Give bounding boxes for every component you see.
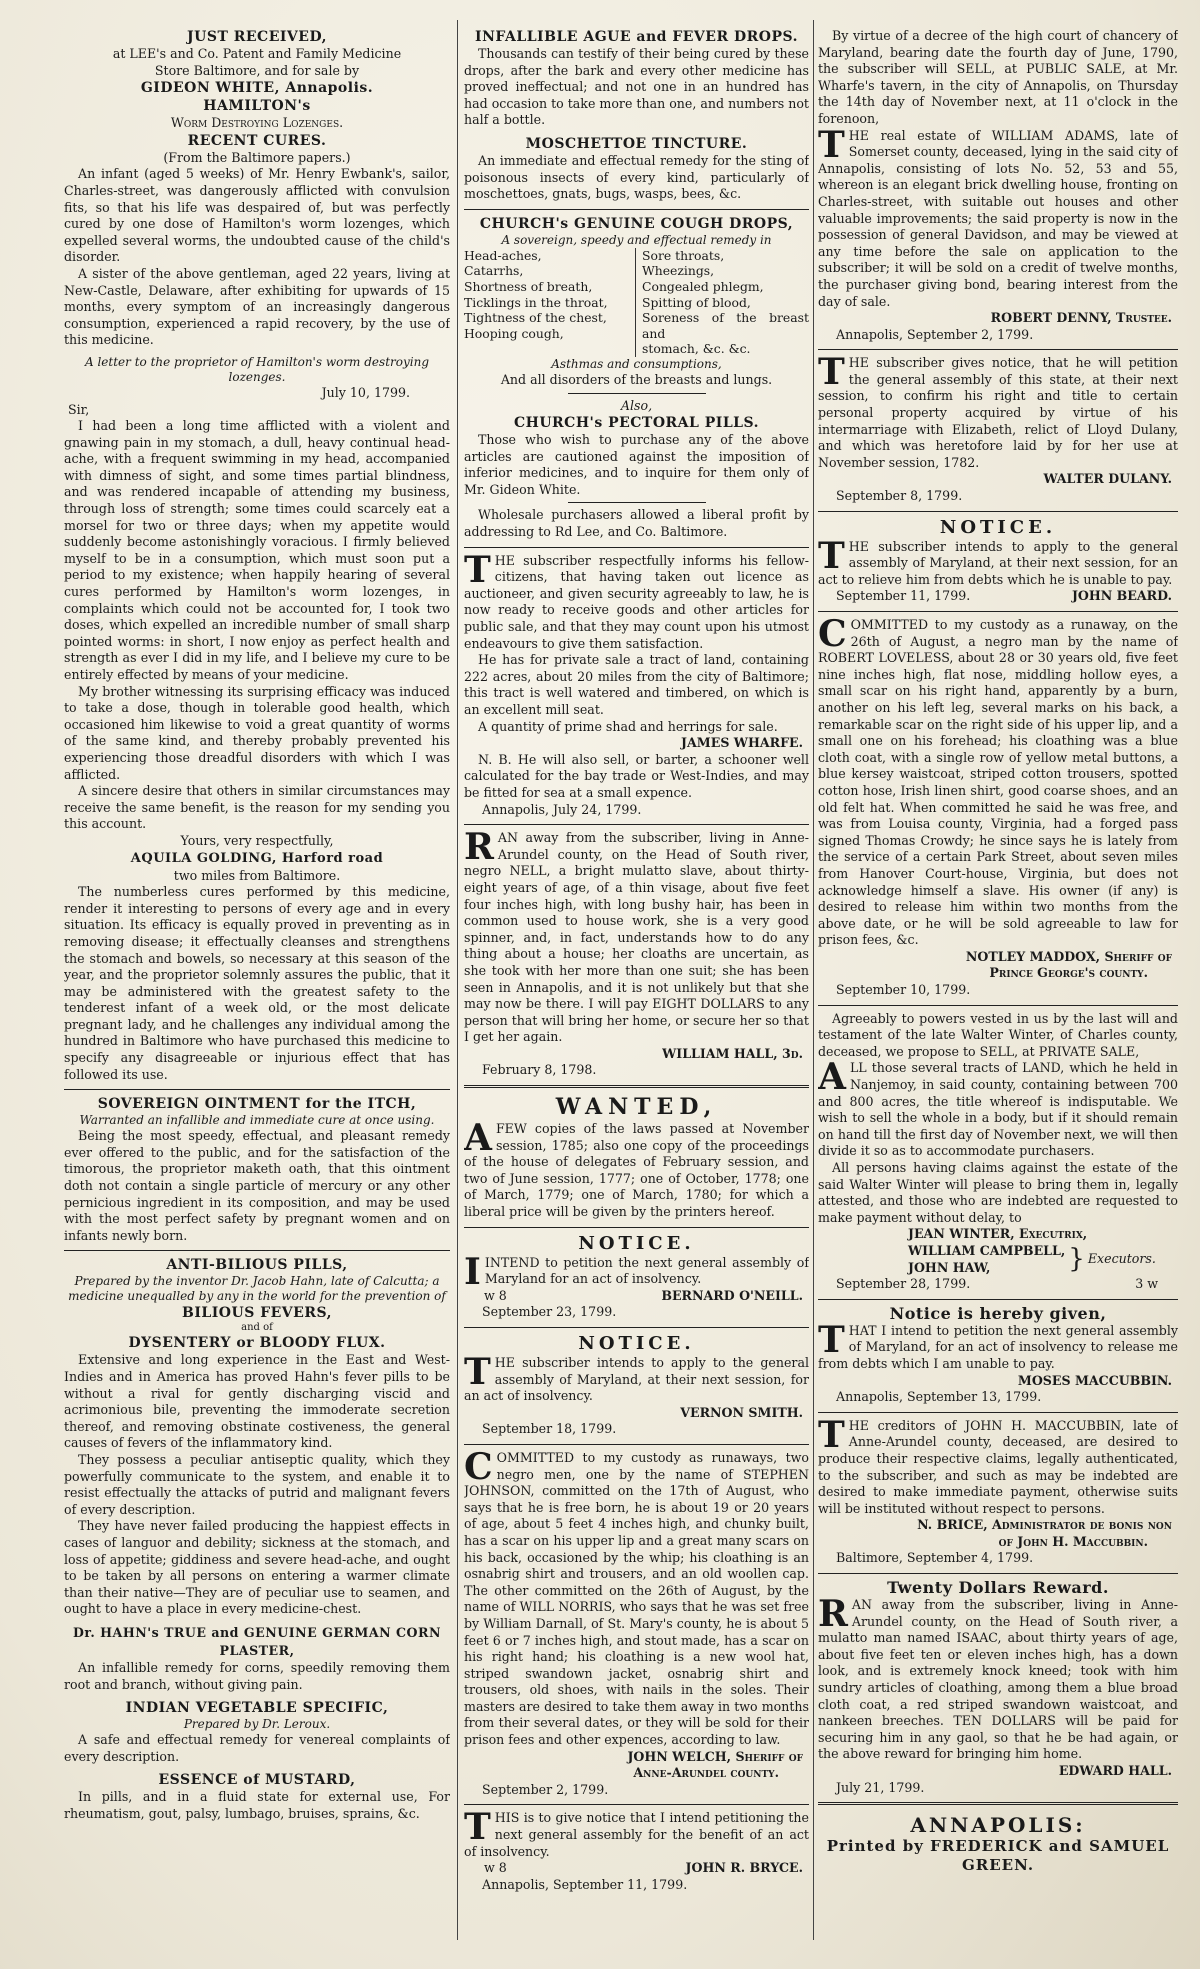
signer: AQUILA GOLDING, Harford road — [130, 850, 384, 866]
signature: Prince George's county. — [989, 965, 1148, 981]
advert-wanted — [464, 1093, 809, 1221]
list-item: Head-aches, — [464, 247, 542, 263]
signature: WALTER DULANY. — [1043, 471, 1172, 487]
advert-heading: BILIOUS FEVERS, — [182, 1305, 332, 1322]
advert-winter-estate — [818, 1011, 1178, 1293]
drop-cap: T — [818, 534, 845, 577]
column-left — [64, 28, 450, 1953]
signature: Anne-Arundel county. — [633, 1765, 779, 1781]
seller-name: GIDEON WHITE, Annapolis. — [140, 80, 374, 97]
divider — [818, 1299, 1178, 1300]
advert-heading: NOTICE. — [578, 1333, 695, 1354]
signature: JOHN BEARD. — [1071, 588, 1172, 604]
list-item: stomach, &c. &c. — [642, 341, 751, 357]
closing: Yours, very respectfully, — [180, 832, 334, 848]
paragraph: My brother witnessing its surprising efficacy was induced to take a dose, though in tolerable good health, which occasioned him likewise to void a great quantity of worms of the same kind, and thereby probably prevented his experiencing those dreadful disorders with which I was afflicted. — [64, 683, 450, 782]
advert-heading: CHURCH's PECTORAL PILLS. — [513, 415, 760, 432]
advert-moschettoe-tincture — [464, 135, 809, 203]
executor-role: Executors. — [1087, 1251, 1156, 1267]
paragraph: HE creditors of JOHN H. MACCUBBIN, late of Anne-Arundel county, deceased, are desired to produce their respective claims, legally authenticated, to the subscriber, and such as may be indebted are desired to make immediate payment, otherwise suits will be instituted without respect to persons. — [818, 1417, 1178, 1516]
advert-dulany — [818, 351, 1178, 504]
paragraph: Thousands can testify of their being cured by these drops, after the bark and every other medicine has proved ineffectual; and not one in an hundred has had occasion to take more than one, and numbers not half a bottle. — [464, 46, 809, 128]
paragraph: A sincere desire that others in similar circumstances may receive the same benefit, is the reason for my sending you this account. — [64, 783, 450, 832]
advert-heading: NOTICE. — [939, 516, 1057, 538]
salutation: Sir, — [68, 401, 90, 417]
column-middle — [464, 28, 809, 1953]
divider — [818, 1573, 1178, 1574]
advert-indian-specific — [64, 1699, 450, 1765]
list-item: Shortness of breath, — [464, 278, 593, 294]
column-rule — [457, 20, 458, 1940]
divider — [464, 1444, 809, 1445]
connector: and of — [241, 1322, 273, 1334]
advert-heading: ANTI-BILIOUS PILLS, — [166, 1257, 348, 1274]
divider — [464, 209, 809, 210]
paragraph: Those who wish to purchase any of the above articles are cautioned against the imposition of inferior medicines, and to inquire for them only of Mr. Gideon White. — [464, 432, 809, 497]
paragraph: An infant (aged 5 weeks) of Mr. Henry Ewbank's, sailor, Charles-street, was dangerously afflicted with convulsion fits, so that his life was despaired of, but was perfectly cured by one dose of Hamilton's worm lozenges, which expelled several worms, the undoubted cause of the child's disorder. — [64, 166, 450, 265]
drop-cap: R — [818, 1593, 848, 1636]
list-item: Ticklings in the throat, — [464, 294, 608, 310]
product-name: HAMILTON's — [203, 98, 311, 115]
paragraph: Agreeably to powers vested in us by the last will and testament of the late Walter Winter, of Charles county, deceased, we propose to SELL, at PRIVATE SALE, — [818, 1010, 1178, 1059]
ailments-list — [464, 248, 809, 357]
list-item: Sore throats, — [642, 247, 725, 263]
drop-cap: T — [464, 1351, 491, 1393]
column-right — [818, 28, 1178, 1953]
drop-cap: R — [464, 826, 494, 869]
paragraph: A safe and effectual remedy for venereal complaints of every description. — [64, 1732, 450, 1764]
signature: BERNARD O'NEILL. — [661, 1287, 803, 1303]
advert-notice-bryce — [464, 1806, 809, 1893]
insertion-mark: 3 w — [1135, 1276, 1158, 1292]
divider — [818, 1005, 1178, 1006]
signer-location: two miles from Baltimore. — [173, 867, 341, 883]
drop-cap: A — [818, 1056, 846, 1099]
advert-line: Store Baltimore, and for sale by — [154, 62, 360, 78]
date: September 28, 1799. — [836, 1276, 971, 1292]
advert-adams-estate — [818, 28, 1178, 343]
date: Annapolis, September 11, 1799. — [482, 1876, 688, 1892]
paragraph: Wholesale purchasers allowed a liberal profit by addressing to Rd Lee, and Co. Baltimore. — [464, 507, 809, 540]
advert-subtitle: A sovereign, speedy and effectual remedy in — [501, 232, 772, 247]
date: September 11, 1799. — [836, 588, 971, 604]
paragraph: Extensive and long experience in the East and West-Indies and in America has proved Hahn's fever pills to be without a rival for gently discharging viscid and acrimonious bile, preventing the immoderate secretion thereof, and removing obstinate costiveness, the general causes of fevers of the inflammatory kind. — [64, 1352, 450, 1451]
insertion-mark: w 8 — [484, 1287, 507, 1303]
divider — [464, 1327, 809, 1328]
paragraph: OMMITTED to my custody as runaways, two negro men, one by the name of STEPHEN JOHNSON, committed on the 17th of August, who says that he is free born, he is about 19 or 20 years of age, about 5 feet 4 inches high, and chunky built, has a scar on his upper lip and a great many scars on his back, occasioned by the whip; his cloathing is an osnabrig shirt and trousers, and an old woollen cap. The other committed on the 26th of August, by the name of WILL NORRIS, who says that he was set free by William Darnall, of St. Mary's county, he is about 5 feet 6 or 7 inches high, and stout made, has a scar on his right hand; his cloathing is a new wool hat, striped swandown jacket, osnabrig shirt and trousers, old shoes, with nails in the soles. Their masters are desired to take them away in two months from their several dates, or they will be sold for their prison fees and other expences, according to law. — [464, 1449, 809, 1748]
advert-anti-bilious-pills — [64, 1256, 450, 1618]
signature: ROBERT DENNY, Trustee. — [990, 310, 1172, 326]
advert-heading: CHURCH's GENUINE COUGH DROPS, — [479, 215, 794, 232]
divider — [568, 502, 706, 503]
divider — [818, 1412, 1178, 1413]
list-item: Spitting of blood, — [642, 294, 751, 310]
signature: EDWARD HALL. — [1058, 1763, 1172, 1778]
date: September 10, 1799. — [836, 982, 971, 998]
divider — [818, 349, 1178, 350]
drop-cap: I — [464, 1250, 481, 1293]
advert-committed-johnson — [464, 1445, 809, 1798]
list-item: Tightness of the chest, — [464, 310, 607, 326]
drop-cap: T — [818, 123, 845, 166]
divider — [464, 1227, 809, 1228]
signature: JOHN WELCH, Sheriff of — [627, 1748, 803, 1764]
ailments-left — [464, 248, 636, 357]
paragraph: AN away from the subscriber, living in Anne-Arundel county, on the Head of South river, a mulatto man named ISAAC, about thirty years of age, about five feet ten or eleven inches high, has a down look, and is extremely knock kneed; took with him sundry articles of cloathing, among them a blue broad cloth coat, a red striped swandown waistcoat, and nankeen breeches. TEN DOLLARS will be paid for securing him in any gaol, so that he be had again, or the above reward for bringing him home. — [818, 1597, 1178, 1762]
source-note: (From the Baltimore papers.) — [163, 149, 351, 165]
executor-name: WILLIAM CAMPBELL, — [908, 1242, 1066, 1258]
date: Annapolis, July 24, 1799. — [482, 801, 642, 817]
advert-heading: WANTED, — [555, 1094, 718, 1121]
divider — [464, 547, 809, 548]
list-item: Congealed phlegm, — [642, 278, 764, 294]
advert-line: And all disorders of the breasts and lungs. — [500, 371, 773, 387]
advert-subtitle: Warranted an infallible and immediate cure at once using. — [79, 1113, 435, 1128]
paragraph: They possess a peculiar antiseptic quality, which they powerfully communicate to the system, and enable it to resist effectually the attacks of putrid and malignant fevers of every description. — [64, 1451, 450, 1517]
date: Annapolis, September 13, 1799. — [836, 1389, 1042, 1405]
advert-notice-beard — [818, 517, 1178, 605]
paragraph: HE subscriber intends to apply to the general assembly of Maryland, at their next session, for an act of insolvency. — [464, 1355, 809, 1404]
advert-heading: MOSCHETTOE TINCTURE. — [525, 135, 748, 152]
section-heading: RECENT CURES. — [187, 132, 327, 149]
paragraph: They have never failed producing the happiest effects in cases of languor and debility; sickness at the stomach, and loss of appetite; giddiness and severe head-ache, and ought to be taken by all persons on entering a warmer climate than their native—They are of peculiar use to seamen, and ought to have a place in every medicine-chest. — [64, 1518, 450, 1617]
advert-heading: SOVEREIGN OINTMENT for the ITCH, — [97, 1096, 417, 1113]
advert-runaway-nell — [464, 826, 809, 1079]
paragraph: HE subscriber gives notice, that he will petition the general assembly of this state, at their next session, to confirm his right and title to certain personal property acquired by virtue of his intermarriage with Elizabeth, relict of Lloyd Dulany, and which was heretofore laid by for her use at November session, 1782. — [818, 355, 1178, 470]
paragraph: The numberless cures performed by this medicine, render it interesting to persons of every age and in every situation. Its efficacy is equally proved in preventing as in removing disease; it effectually cleanses and strengthens the stomach and bowels, so necessary at this season of the year, and the proprietor solemnly assures the public, that it may be administered with the greatest safety to the tenderest infant of a week old, or the most delicate pregnant lady, and he challenges any individual among the hundred in Baltimore who have purchased this medicine to specify any disagreeable or injurious effect that has followed its use. — [64, 884, 450, 1082]
signature: JOHN R. BRYCE. — [685, 1860, 803, 1876]
paragraph: By virtue of a decree of the high court of chancery of Maryland, bearing date the fourth day of June, 1790, the subscriber will SELL, at PUBLIC SALE, at Mr. Wharfe's tavern, in the city of Annapolis, on Thursday the 14th day of November next, at 11 o'clock in the forenoon, — [818, 28, 1178, 126]
advert-notice-smith — [464, 1333, 809, 1438]
executor-name: JEAN WINTER, Executrix, — [908, 1226, 1088, 1242]
letter-testimonial — [64, 355, 450, 1083]
paragraph: OMMITTED to my custody as a runaway, on the 26th of August, a negro man by the name of ROBERT LOVELESS, about 28 or 30 years old, five feet nine inches high, flat nose, middling hollow eyes, a small scar on his right hand, apparently by a burn, another on his left leg, several marks on his back, a remarkable scar on the right side of his upper lip, and a small one on his forehead; his cloathing was a blue cloth coat, with a single row of yellow metal buttons, a blue kersey waistcoat, striped cotton trousers, spotted cotton hose, Irish linen shirt, good coarse shoes, and an old felt hat. When committed he said he was free, and was from Louisa county, Virginia, had a forged pass signed Thomas Crowdy; he since says he is lately from the service of a certain Park Street, about seven miles from Hanover Court-house, Virginia, but does not acknowledge himself a slave. His owner (if any) is desired to release him within two months from the above date, or he will be sold agreeable to law for prison fees, &c. — [818, 617, 1178, 948]
paragraph: HE subscriber respectfully informs his fellow-citizens, that having taken out licence as auctioneer, and given security agreeably to law, he is now ready to receive goods and other articles for public sale, and that they may count upon his utmost endeavours to give them satisfaction. — [464, 552, 809, 651]
paragraph: N. B. He will also sell, or barter, a schooner well calculated for the bay trade or West-Indies, and may be fitted for sea at a small expence. — [464, 751, 809, 800]
drop-cap: T — [818, 1413, 845, 1456]
divider — [464, 1085, 809, 1088]
advert-heading: ESSENCE of MUSTARD, — [158, 1772, 356, 1789]
drop-cap: T — [464, 1806, 491, 1849]
insertion-mark: w 8 — [484, 1860, 507, 1876]
divider — [818, 1802, 1178, 1805]
paragraph: LL those several tracts of LAND, which he held in Nanjemoy, in said county, containing between 700 and 800 acres, the title whereof is indisputable. We wish to sell the whole in a body, but if it should remain on hand till the first day of November next, we will then divide it so as to accommodate purchasers. — [818, 1060, 1178, 1159]
advert-itch-ointment — [64, 1095, 450, 1244]
advert-line: at LEE's and Co. Patent and Family Medicine — [112, 46, 402, 61]
column-rule — [813, 20, 814, 1940]
divider — [464, 824, 809, 825]
advert-heading: DYSENTERY or BLOODY FLUX. — [128, 1335, 386, 1352]
date: September 8, 1799. — [836, 488, 963, 504]
list-item: Soreness of the breast and — [642, 310, 809, 341]
divider — [64, 1089, 450, 1090]
date: July 21, 1799. — [836, 1779, 925, 1795]
paragraph: An immediate and effectual remedy for the sting of poisonous insects of every kind, particularly of moschettoes, gnats, bugs, wasps, bees, &c. — [464, 152, 809, 202]
drop-cap: A — [464, 1117, 492, 1160]
advert-heading: Dr. HAHN's TRUE and GENUINE GERMAN CORN PLASTER, — [72, 1624, 442, 1658]
date: September 18, 1799. — [482, 1421, 617, 1437]
advert-essence-mustard — [64, 1771, 450, 1822]
paragraph: I had been a long time afflicted with a violent and gnawing pain in my stomach, a dull, heavy continual head-ache, with a frequent swimming in my head, accompanied with dimness of sight, and some times partial blindness, and was rendered incapable of attending my business, through loss of strength; some times could scarcely eat a morsel for two or three days; when my appetite would suddenly become astonishingly voracious. I firmly believed myself to be in a consumption, which must soon put a period to my existence; when happily hearing of several cures performed by Hamilton's worm lozenges, in complaints which could not be accounted for, I took two doses, which expelled an incredible number of small sharp pointed worms: in short, I now enjoy as perfect health and strength as ever I did in my life, and I believe my cure to be entirely effected by means of your medicine. — [64, 418, 450, 682]
divider — [64, 1250, 450, 1251]
divider — [568, 393, 706, 394]
signature: JAMES WHARFE. — [681, 735, 803, 751]
signature: WILLIAM HALL, 3d. — [662, 1045, 803, 1061]
date: September 23, 1799. — [482, 1304, 617, 1320]
advert-heading: INFALLIBLE AGUE and FEVER DROPS. — [475, 29, 798, 45]
drop-cap: C — [464, 1445, 493, 1488]
advert-heading: JUST RECEIVED, — [187, 29, 327, 45]
signature: VERNON SMITH. — [680, 1404, 803, 1420]
signature: MOSES MACCUBBIN. — [1017, 1372, 1172, 1388]
product-subtitle: Worm Destroying Lozenges. — [170, 115, 344, 131]
connector: Also, — [620, 397, 653, 413]
advert-ague-drops — [464, 28, 809, 129]
drop-cap: C — [818, 613, 847, 655]
drop-cap: T — [818, 351, 845, 394]
advert-maccubbin-notice — [818, 1305, 1178, 1406]
paragraph: In pills, and in a fluid state for external use, For rheumatism, gout, palsy, lumbago, bruises, sprains, &c. — [64, 1789, 450, 1821]
signature: NOTLEY MADDOX, Sheriff of — [965, 948, 1172, 964]
advert-auctioneer — [464, 548, 809, 819]
divider — [464, 1804, 809, 1805]
executor-name: JOHN HAW, — [908, 1259, 991, 1275]
paragraph: AN away from the subscriber, living in Anne-Arundel county, on the Head of South river, negro NELL, a bright mulatto slave, about thirty-eight years of age, of a thin visage, about five feet four inches high, with long bushy hair, has been in common used to house work, she is a very good spinner, and, in fact, understands how to do any thing about a house; her cloaths are uncertain, as she took with her more than one suit; she has been seen in Annapolis, and it is not unlikely but that she may now be there. I will pay EIGHT DOLLARS to any person that will bring her home, or secure her so that I get her again. — [464, 830, 809, 1045]
imprint — [818, 1813, 1178, 1875]
advert-subtitle: Prepared by the inventor Dr. Jacob Hahn, late of Calcutta; a medicine unequalled by any in the world for the prevention of — [68, 1274, 446, 1304]
letter-intro: A letter to the proprietor of Hamilton's worm destroying lozenges. — [84, 354, 430, 384]
date: September 2, 1799. — [482, 1781, 609, 1797]
advert-heading: Twenty Dollars Reward. — [887, 1578, 1109, 1598]
imprint-city: ANNAPOLIS: — [910, 1813, 1086, 1838]
advert-reward-isaac — [818, 1579, 1178, 1796]
paragraph: HAT I intend to petition the next general assembly of Maryland, for an act of insolvency to release me from debts which I am unable to pay. — [818, 1322, 1178, 1371]
advert-line: Asthmas and consumptions, — [551, 356, 722, 371]
divider — [818, 511, 1178, 512]
paragraph: FEW copies of the laws passed at November session, 1785; also one copy of the proceedings of the house of delegates of February session, and two of June session, 1777; one of October, 1778; one of March, 1779; one of March, 1780; for which a liberal price will be given by the printers hereof. — [464, 1121, 809, 1220]
advert-maccubbin-creditors — [818, 1413, 1178, 1567]
letter-date: July 10, 1799. — [321, 384, 410, 400]
signature: N. BRICE, Administrator de bonis non — [917, 1517, 1172, 1533]
drop-cap: T — [818, 1318, 845, 1361]
brace: } — [1068, 1244, 1085, 1275]
paragraph: A sister of the above gentleman, aged 22 years, living at New-Castle, Delaware, after exhibiting for upwards of 15 months, every symptom of an increasingly dangerous consumption, experienced a rapid recovery, by the use of this medicine. — [64, 265, 450, 348]
advert-hamilton-lozenges — [64, 28, 450, 349]
advert-cough-drops — [464, 215, 809, 541]
list-item: Hooping cough, — [464, 325, 564, 341]
divider — [818, 611, 1178, 612]
paragraph: A quantity of prime shad and herrings for sale. — [478, 718, 778, 734]
paragraph: An infallible remedy for corns, speedily removing them root and branch, without giving pain. — [64, 1659, 450, 1692]
drop-cap: T — [464, 548, 491, 591]
advert-notice-oneill — [464, 1233, 809, 1321]
paragraph: HE subscriber intends to apply to the general assembly of Maryland, at their next session, for an act to relieve him from debts which he is unable to pay. — [818, 538, 1178, 587]
paragraph: INTEND to petition the next general assembly of Maryland for an act of insolvency. — [484, 1254, 809, 1287]
list-item: Catarrhs, — [464, 263, 524, 279]
advert-heading: INDIAN VEGETABLE SPECIFIC, — [125, 1700, 389, 1717]
date: February 8, 1798. — [482, 1062, 597, 1078]
paragraph: HIS is to give notice that I intend petitioning the next general assembly for the benefit of an act of insolvency. — [464, 1810, 809, 1859]
date: Baltimore, September 4, 1799. — [836, 1550, 1034, 1566]
advert-heading: NOTICE. — [578, 1232, 695, 1254]
advert-subtitle: Prepared by Dr. Leroux. — [183, 1717, 331, 1732]
paragraph: HE real estate of WILLIAM ADAMS, late of Somerset county, deceased, lying in the said city of Annapolis, consisting of lots No. 52, 53 and 55, whereon is an elegant brick dwelling house, fronting on Charles-street, with suitable out houses and other valuable improvements; the said property is now in the possession of general Davidson, and may be viewed at any time before the sale on application to the subscriber; it will be sold on a credit of twelve months, the purchaser giving bond, bearing interest from the day of sale. — [818, 127, 1178, 309]
paragraph: He has for private sale a tract of land, containing 222 acres, about 20 miles from the city of Baltimore; this tract is well watered and timbered, on which is an excellent mill seat. — [464, 652, 809, 717]
advert-committed-loveless — [818, 613, 1178, 999]
signature: of John H. Maccubbin. — [998, 1533, 1148, 1549]
imprint-printer: Printed by FREDERICK and SAMUEL GREEN. — [826, 1837, 1170, 1875]
advert-corn-plaster — [64, 1624, 450, 1693]
list-item: Wheezings, — [642, 263, 715, 279]
paragraph: All persons having claims against the estate of the said Walter Winter will please to bring them in, legally attested, and those who are indebted are requested to make payment without delay, to — [818, 1160, 1178, 1225]
paragraph: Being the most speedy, effectual, and pleasant remedy ever offered to the public, and for the satisfaction of the timorous, the proprietor maketh oath, that this ointment doth not contain a single particle of mercury or any other pernicious ingredient in its composition, and may be used with the most perfect safety by pregnant women and on infants newly born. — [64, 1128, 450, 1243]
ailments-right — [636, 248, 809, 357]
advert-heading: Notice is hereby given, — [889, 1303, 1107, 1323]
date: Annapolis, September 2, 1799. — [836, 326, 1034, 342]
